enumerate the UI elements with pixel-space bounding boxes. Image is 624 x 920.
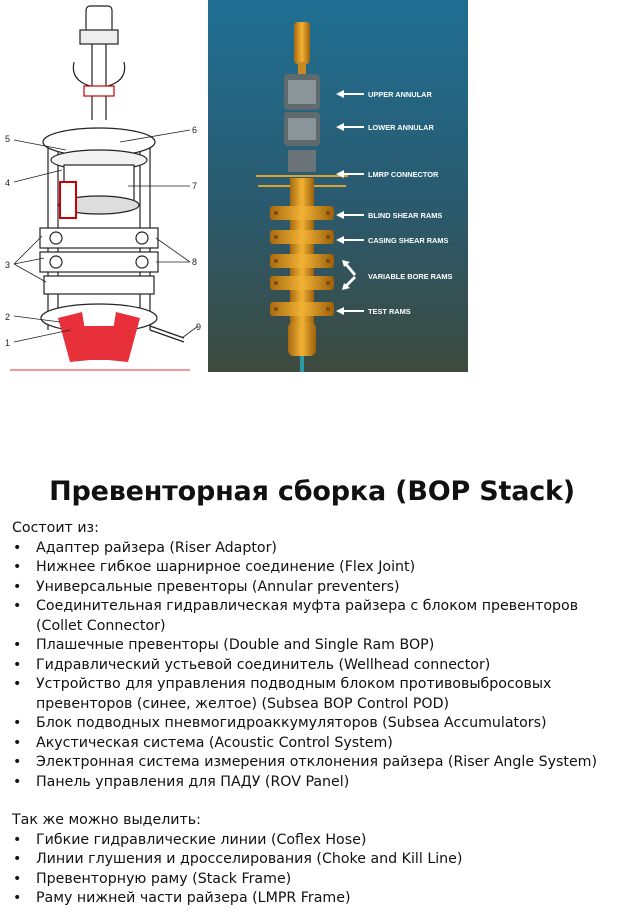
callout-2: 2 xyxy=(5,312,11,322)
list-item: • Раму нижней части райзера (LMPR Frame) xyxy=(12,889,616,909)
label-casing-shear-rams: CASING SHEAR RAMS xyxy=(368,236,449,245)
callout-8: 8 xyxy=(192,257,198,267)
callout-5: 5 xyxy=(5,134,11,144)
callout-9: 9 xyxy=(196,322,202,332)
list-item: • Адаптер райзера (Riser Adaptor) xyxy=(12,539,616,559)
list-item: • Электронная система измерения отклонения райзера (Riser Angle System) xyxy=(12,753,616,773)
list-item: • Гидравлический устьевой соединитель (Wellhead connector) xyxy=(12,656,616,676)
page-title: Превенторная сборка (BOP Stack) xyxy=(49,476,575,507)
list-item: • Превенторную раму (Stack Frame) xyxy=(12,870,616,890)
label-variable-bore-rams: VARIABLE BORE RAMS xyxy=(368,272,453,281)
callout-3: 3 xyxy=(5,260,11,270)
list-item: • Гибкие гидравлические линии (Coflex Hose) xyxy=(12,831,616,851)
label-test-rams: TEST RAMS xyxy=(368,307,411,316)
list-item: • Универсальные превенторы (Annular preventers) xyxy=(12,578,616,598)
list-item: • Блок подводных пневмогидроаккумуляторов (Subsea Accumulators) xyxy=(12,714,616,734)
list-item: • Плашечные превенторы (Double and Single Ram BOP) xyxy=(12,636,616,656)
callout-4: 4 xyxy=(5,178,11,188)
callout-1: 1 xyxy=(5,338,11,348)
list-item: • Панель управления для ПАДУ (ROV Panel) xyxy=(12,773,616,793)
label-lmrp-connector: LMRP CONNECTOR xyxy=(368,170,439,179)
bop-subsea-render xyxy=(208,0,468,372)
additional-list xyxy=(12,831,616,909)
list-item: • Линии глушения и дросселирования (Choke and Kill Line) xyxy=(12,850,616,870)
list-item: • Акустическая система (Acoustic Control System) xyxy=(12,734,616,754)
callout-6: 6 xyxy=(192,125,198,135)
section-2-intro: Так же можно выделить: xyxy=(12,812,201,828)
list-item: • Устройство для управления подводным блоком противовыбросовых превенторов (синее, желтое) (Subsea BOP Control POD) xyxy=(12,675,616,714)
list-item: • Нижнее гибкое шарнирное соединение (Flex Joint) xyxy=(12,558,616,578)
label-lower-annular: LOWER ANNULAR xyxy=(368,123,434,132)
list-item: • Соединительная гидравлическая муфта райзера с блоком превенторов (Collet Connector) xyxy=(12,597,616,636)
bop-line-drawing xyxy=(0,0,204,372)
label-upper-annular: UPPER ANNULAR xyxy=(368,90,432,99)
component-list xyxy=(12,539,616,793)
section-1-intro: Состоит из: xyxy=(12,520,99,536)
label-blind-shear-rams: BLIND SHEAR RAMS xyxy=(368,211,443,220)
callout-7: 7 xyxy=(192,181,198,191)
content-body xyxy=(12,519,616,909)
